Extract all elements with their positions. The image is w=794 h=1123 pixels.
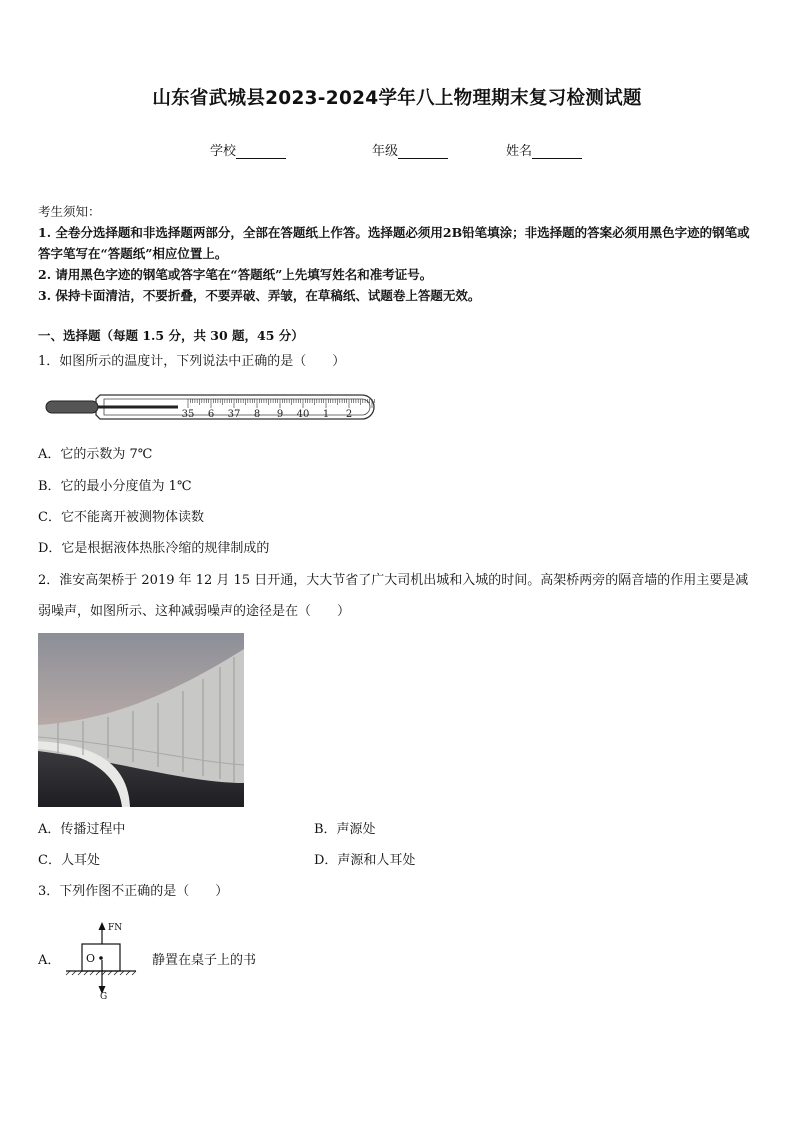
page-title: 山东省武城县2023-2024学年八上物理期末复习检测试题 — [152, 88, 642, 109]
q1-option-c[interactable]: C．它不能离开被测物体读数 — [38, 510, 204, 525]
thermometer-tick-label: 6 — [207, 409, 215, 420]
q1-stem: 1．如图所示的温度计，下列说法中正确的是（ ） — [38, 354, 346, 369]
q1-option-d[interactable]: D．它是根据液体热胀冷缩的规律制成的 — [38, 541, 270, 556]
point-label-o: O — [86, 952, 96, 965]
q2-stem: 2．淮安高架桥于 2019 年 12 月 15 日开通，大大节省了广大司机出城和入城的时间。高架桥两旁的隔音墙的作用主要是减弱噪声，如图所示、这种减弱噪声的途径是在（ ） — [38, 573, 749, 619]
name-label: 姓名 — [506, 144, 533, 159]
grade-field — [372, 140, 448, 159]
name-field — [506, 140, 582, 159]
name-blank — [532, 144, 582, 159]
thermometer-tick-label: 40 — [296, 409, 310, 420]
q2-option-c[interactable]: C．人耳处 — [38, 853, 100, 868]
q2-option-a[interactable]: A．传播过程中 — [38, 822, 126, 837]
book-force-diagram — [64, 918, 140, 1000]
exam-notice — [38, 201, 758, 306]
thermometer-figure — [44, 392, 376, 426]
school-blank — [236, 144, 286, 159]
q2-option-b[interactable]: B．声源处 — [314, 822, 376, 837]
thermometer-tick-label: 35 — [181, 409, 195, 420]
grade-label: 年级 — [372, 144, 399, 159]
thermometer-tick-label: 8 — [253, 409, 261, 420]
school-label: 学校 — [210, 144, 237, 159]
q2-option-d[interactable]: D．声源和人耳处 — [314, 853, 416, 868]
q3-option-a-caption: 静置在桌子上的书 — [152, 953, 257, 968]
q3-stem: 3．下列作图不正确的是（ ） — [38, 884, 229, 899]
thermometer-tick-label: 2 — [345, 409, 353, 420]
force-point — [99, 956, 103, 960]
section-heading: 一、选择题（每题 1.5 分，共 30 题，45 分） — [38, 328, 304, 343]
sound-barrier-photo — [38, 633, 244, 807]
q3-option-a-letter[interactable]: A． — [38, 953, 61, 968]
thermometer-tick-label: 1 — [322, 409, 330, 420]
thermometer-tick-label: 37 — [227, 409, 241, 420]
school-field — [210, 140, 286, 159]
thermometer-tick-label: 9 — [276, 409, 284, 420]
grade-blank — [398, 144, 448, 159]
notice-item-1: 1. 全卷分选择题和非选择题两部分，全部在答题纸上作答。选择题必须用2B铅笔填涂；非选择题的答案必须用黑色字迹的钢笔或答字笔写在“答题纸”相应位置上。 — [38, 225, 750, 261]
q1-option-b[interactable]: B．它的最小分度值为 1℃ — [38, 479, 192, 494]
force-label-g: G — [100, 992, 108, 1000]
notice-heading: 考生须知： — [38, 204, 101, 219]
notice-item-2: 2. 请用黑色字迹的钢笔或答字笔在“答题纸”上先填写姓名和准考证号。 — [38, 267, 433, 282]
q1-option-a[interactable]: A．它的示数为 7℃ — [38, 447, 153, 462]
force-label-fn: FN — [108, 923, 123, 933]
notice-item-3: 3. 保持卡面清洁，不要折叠，不要弄破、弄皱，在草稿纸、试题卷上答题无效。 — [38, 288, 481, 303]
